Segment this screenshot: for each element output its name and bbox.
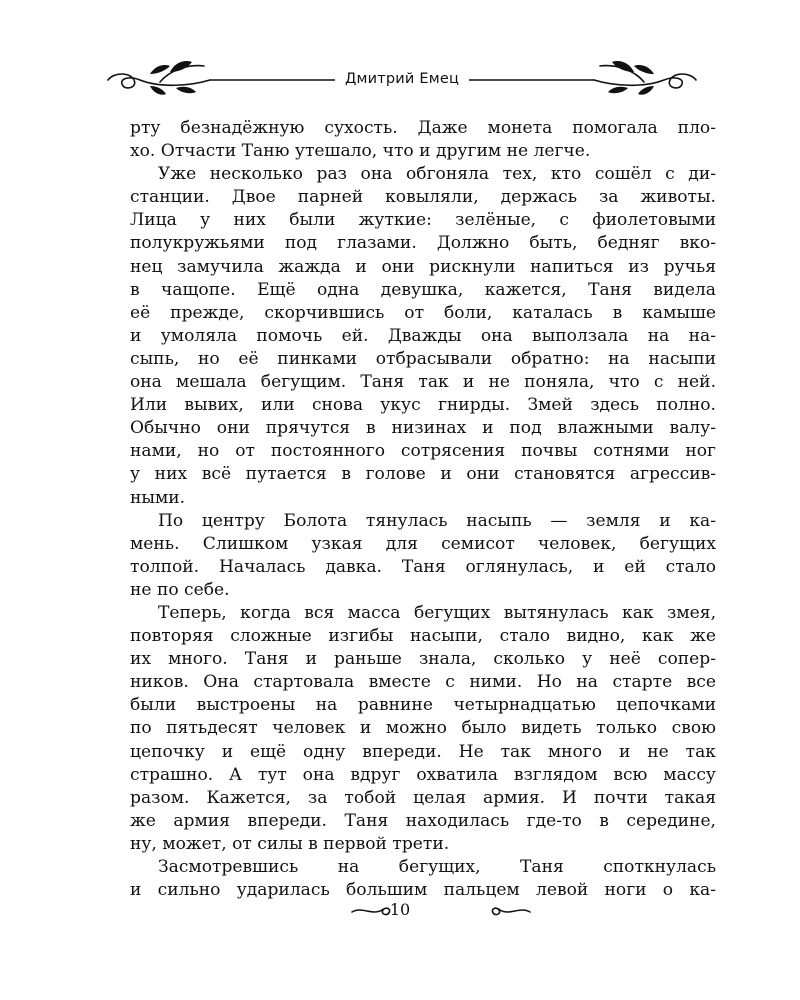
header-author-name	[100, 71, 704, 87]
text-line: Лица у них были жуткие: зелёные, с фиолетовыми	[130, 210, 716, 231]
text-line: ников. Она стартовала вместе с ними. Но на старте все	[130, 672, 716, 693]
text-line: её прежде, скорчившись от боли, каталась в камыше	[130, 302, 716, 323]
text-line: разом. Кажется, за тобой целая армия. И почти такая	[130, 787, 716, 808]
text-line: повторяя сложные изгибы насыпи, стало видно, как же	[130, 626, 716, 647]
text-line: нами, но от постоянного сотрясения почвы сотнями ног	[130, 441, 716, 462]
text-line: цепочку и ещё одну впереди. Не так много и не так	[130, 741, 716, 762]
text-line: же армия впереди. Таня находилась где-то в середине,	[130, 810, 716, 831]
text-line: она мешала бегущим. Таня так и не поняла, что с ней.	[130, 372, 716, 393]
text-line: хо. Отчасти Таню утешало, что и другим не легче.	[130, 141, 591, 162]
text-line: у них всё путается в голове и они становятся агрессив-	[130, 464, 716, 485]
text-line: Теперь, когда вся масса бегущих вытянулась как змея,	[158, 602, 716, 623]
text-line: сыпь, но её пинками отбрасывали обратно: на насыпи	[130, 348, 716, 369]
text-line: рту безнадёжную сухость. Даже монета помогала пло-	[130, 118, 716, 138]
text-line: По центру Болота тянулась насыпь — земля и ка-	[158, 510, 716, 531]
page-footer	[0, 896, 800, 926]
text-line: страшно. А тут она вдруг охватила взглядом всю массу	[130, 764, 716, 785]
text-line: не по себе.	[130, 579, 230, 600]
text-line: и сильно ударилась большим пальцем левой ноги о ка-	[130, 880, 716, 901]
text-line: ну, может, от силы в первой трети.	[130, 833, 450, 854]
text-line: в чащопе. Ещё одна девушка, кажется, Таня видела	[130, 279, 716, 300]
text-line: и умоляла помочь ей. Дважды она выползала на на-	[130, 325, 716, 346]
text-line: Засмотревшись на бегущих, Таня споткнулась	[158, 857, 716, 877]
text-line: Обычно они прячутся в низинах и под влажными валу-	[130, 418, 716, 439]
text-line: Или вывих, или снова укус гнирды. Змей здесь полно.	[130, 395, 716, 416]
body-text	[130, 117, 716, 902]
running-header	[100, 58, 704, 102]
text-line: были выстроены на равнине четырнадцатью цепочками	[130, 695, 716, 716]
text-line: их много. Таня и раньше знала, сколько у неё сопер-	[130, 649, 716, 670]
text-line: нец замучила жажда и они рискнули напиться из ручья	[130, 256, 716, 277]
header-author-label: Дмитрий Емец	[335, 71, 469, 87]
page-number: 10	[389, 900, 411, 919]
text-line: толпой. Началась давка. Таня оглянулась, и ей стало	[130, 556, 716, 577]
text-line: по пятьдесят человек и можно было видеть только свою	[130, 718, 716, 739]
text-line: ными.	[130, 487, 186, 508]
text-line: Уже несколько раз она обгоняла тех, кто сошёл с ди-	[158, 164, 716, 185]
text-line: мень. Слишком узкая для семисот человек, бегущих	[130, 533, 716, 554]
text-line: полукружьями под глазами. Должно быть, бедняг вко-	[130, 233, 716, 254]
text-line: станции. Двое парней ковыляли, держась за животы.	[130, 187, 716, 208]
